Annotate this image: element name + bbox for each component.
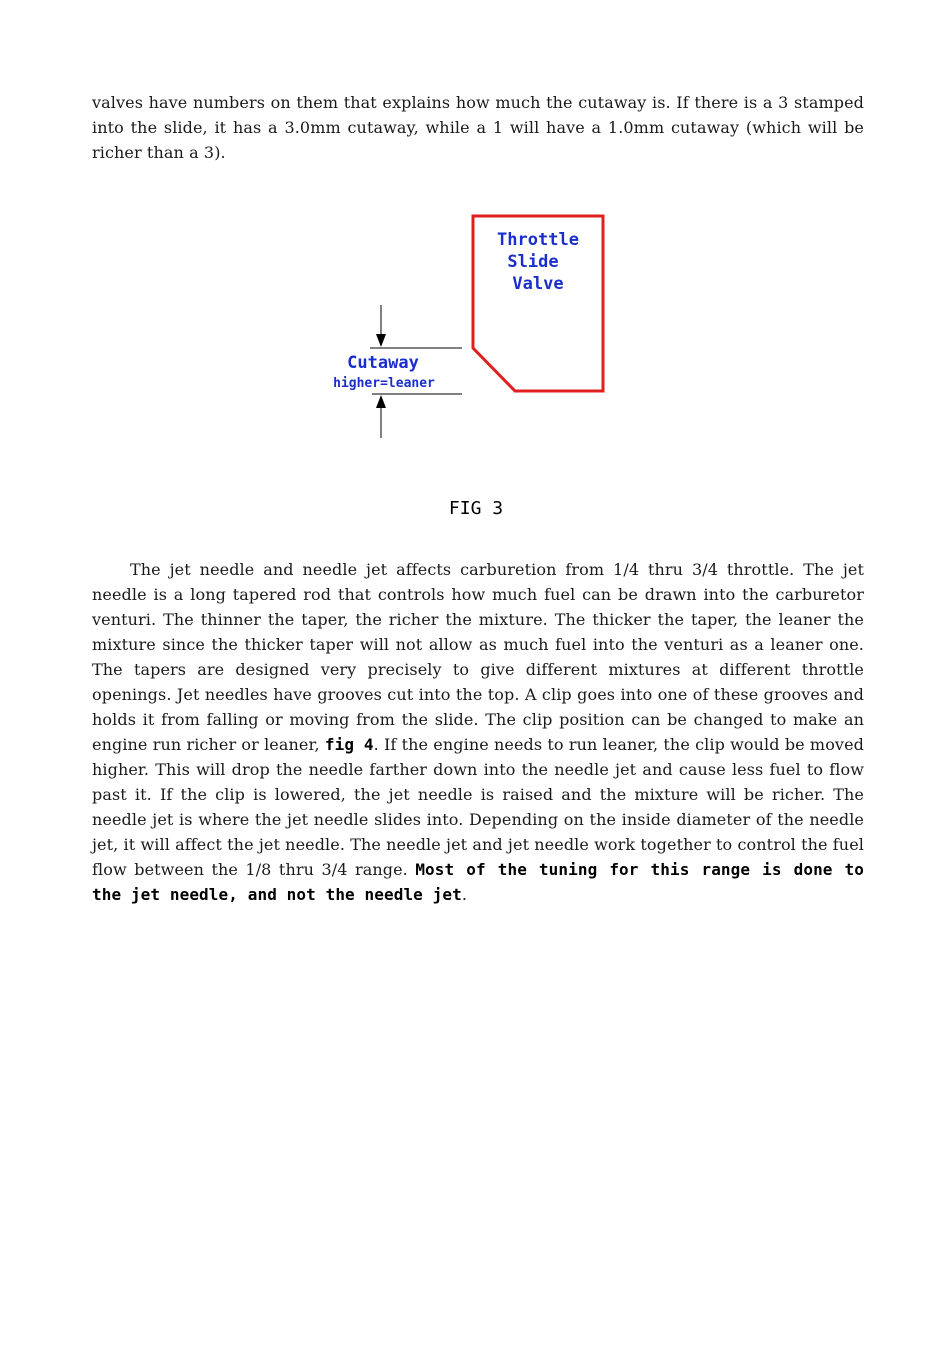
slide-label-line1: Throttle xyxy=(497,230,579,250)
slide-label-line2: Slide xyxy=(507,252,559,272)
throttle-slide-diagram xyxy=(300,205,630,450)
figure-caption: FIG 3 xyxy=(448,498,504,519)
cutaway-label: Cutaway xyxy=(347,353,419,373)
throttle-slide-figure xyxy=(300,205,630,450)
fig-4-reference: fig 4 xyxy=(324,735,374,754)
paragraph-jet-needle-text-a: The jet needle and needle jet affects carburetion from 1/4 thru 3/4 throttle. The jet needle is a long tapered rod that controls how much fuel can be drawn into the carburetor venturi. The thinner the taper, the richer the mixture. The thicker the taper, the leaner the mixture since the thicker taper will not allow as much fuel into the venturi as a leaner one. The tapers are designed very precisely to give different mixtures at different throttle openings. Jet needles have grooves cut into the top. A clip goes into one of these grooves and holds it from falling or moving from the slide. The clip position can be changed to make an engine run richer or leaner, xyxy=(92,560,864,754)
paragraph-cutaway-numbers: valves have numbers on them that explains how much the cutaway is. If there is a 3 stamped into the slide, it has a 3.0mm cutaway, while a 1 will have a 1.0mm cutaway (which will be richer than a 3). xyxy=(92,93,864,162)
paragraph-jet-needle-text-b: . If the engine needs to run leaner, the clip would be moved higher. This will drop the needle farther down into the needle jet and cause less fuel to flow past it. If the clip is lowered, the jet needle is raised and the mixture will be richer. The needle jet is where the jet needle slides into. Depending on the inside diameter of the needle jet, it will affect the jet needle. The needle jet and jet needle work together to control the fuel flow between the 1/8 thru 3/4 range. xyxy=(92,735,864,879)
paragraph-end-period: . xyxy=(461,885,468,904)
paragraph-jet-needle xyxy=(92,557,864,907)
cutaway-lower-arrow-head xyxy=(376,395,386,408)
cutaway-sub-label: higher=leaner xyxy=(333,376,435,391)
tuning-emphasis: Most of the tuning for this range is done to the jet needle, and not the needle jet xyxy=(92,860,864,904)
cutaway-upper-arrow-head xyxy=(376,334,386,347)
slide-label-line3: Valve xyxy=(512,274,564,294)
